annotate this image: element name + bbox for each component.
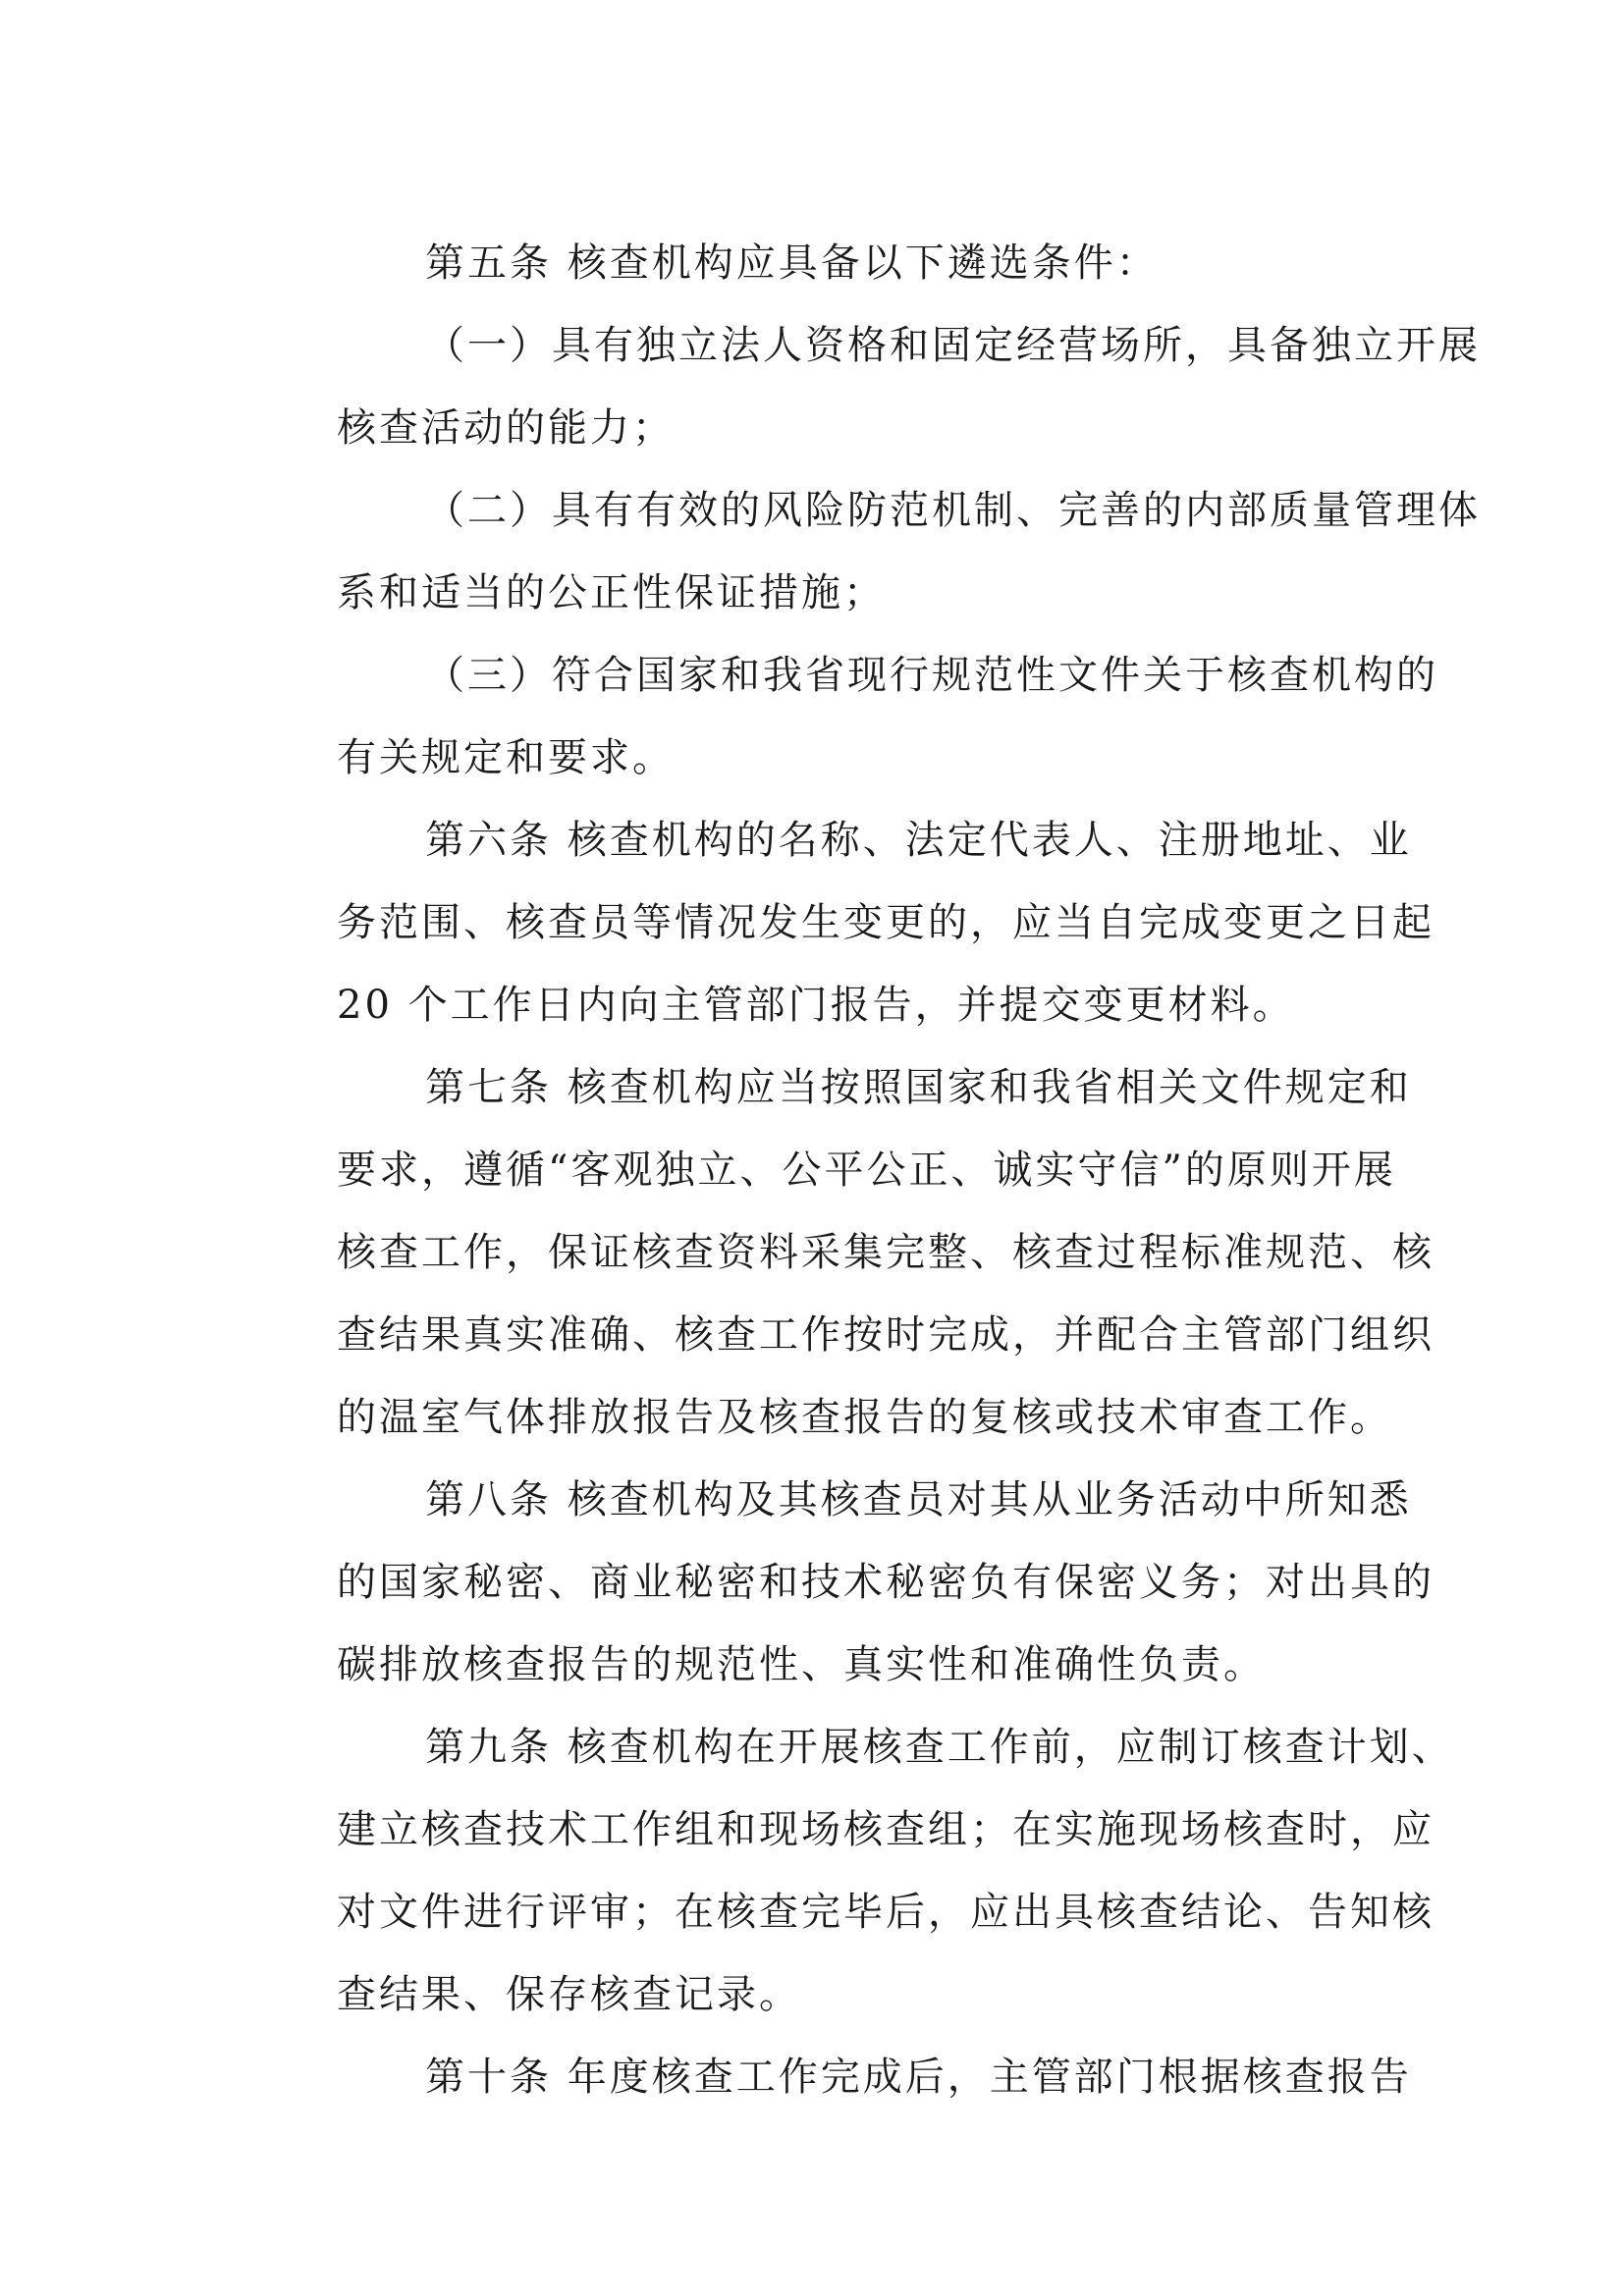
text-line: 的温室气体排放报告及核查报告的复核或技术审查工作。 bbox=[337, 1395, 1392, 1440]
text-line: （三）符合国家和我省现行规范性文件关于核查机构的 bbox=[425, 653, 1438, 698]
paragraph-article-5-item-2 bbox=[248, 469, 1481, 634]
text-line: 的国家秘密、商业秘密和技术秘密负有保密义务；对出具的 bbox=[337, 1560, 1435, 1605]
text-line: 对文件进行评审；在核查完毕后，应出具核查结论、告知核 bbox=[337, 1890, 1435, 1935]
text-line: 第七条 核查机构应当按照国家和我省相关文件规定和 bbox=[425, 1065, 1412, 1110]
text-line: 系和适当的公正性保证措施； bbox=[337, 570, 886, 615]
paragraph-article-7 bbox=[248, 1046, 1435, 1459]
text-line: 20 个工作日内向主管部门报告，并提交变更材料。 bbox=[337, 983, 1295, 1028]
text-line: 查结果、保存核查记录。 bbox=[337, 1972, 801, 2017]
text-line: 核查活动的能力； bbox=[337, 405, 675, 451]
text-line: 要求，遵循“客观独立、公平公正、诚实守信”的原则开展 bbox=[337, 1148, 1396, 1193]
paragraph-article-9 bbox=[248, 1706, 1454, 2036]
paragraph-article-5-item-1 bbox=[248, 304, 1481, 469]
text-line: （二）具有有效的风险防范机制、完善的内部质量管理体 bbox=[425, 488, 1481, 533]
text-line: （一）具有独立法人资格和固定经营场所，具备独立开展 bbox=[425, 323, 1481, 368]
text-line: 查结果真实准确、核查工作按时完成，并配合主管部门组织 bbox=[337, 1312, 1435, 1358]
text-line: 第五条 核查机构应具备以下遴选条件： bbox=[425, 240, 1159, 286]
paragraph-article-8 bbox=[248, 1459, 1435, 1706]
text-line: 核查工作，保证核查资料采集完整、核查过程标准规范、核 bbox=[337, 1230, 1435, 1275]
paragraph-article-6 bbox=[248, 799, 1435, 1046]
text-line: 碳排放核查报告的规范性、真实性和准确性负责。 bbox=[337, 1642, 1266, 1687]
text-line: 第九条 核查机构在开展核查工作前，应制订核查计划、 bbox=[425, 1725, 1454, 1770]
text-line: 第十条 年度核查工作完成后，主管部门根据核查报告 bbox=[425, 2055, 1412, 2100]
text-line: 有关规定和要求。 bbox=[337, 735, 675, 780]
text-line: 建立核查技术工作组和现场核查组；在实施现场核查时，应 bbox=[337, 1807, 1435, 1852]
text-line: 第六条 核查机构的名称、法定代表人、注册地址、业 bbox=[425, 818, 1412, 863]
paragraph-article-10 bbox=[248, 2036, 1412, 2118]
document-body bbox=[248, 222, 1481, 2118]
text-line: 第八条 核查机构及其核查员对其从业务活动中所知悉 bbox=[425, 1477, 1412, 1522]
paragraph-article-5-item-3 bbox=[248, 634, 1438, 799]
paragraph-article-5 bbox=[248, 222, 1387, 304]
text-line: 务范围、核查员等情况发生变更的，应当自完成变更之日起 bbox=[337, 900, 1435, 945]
